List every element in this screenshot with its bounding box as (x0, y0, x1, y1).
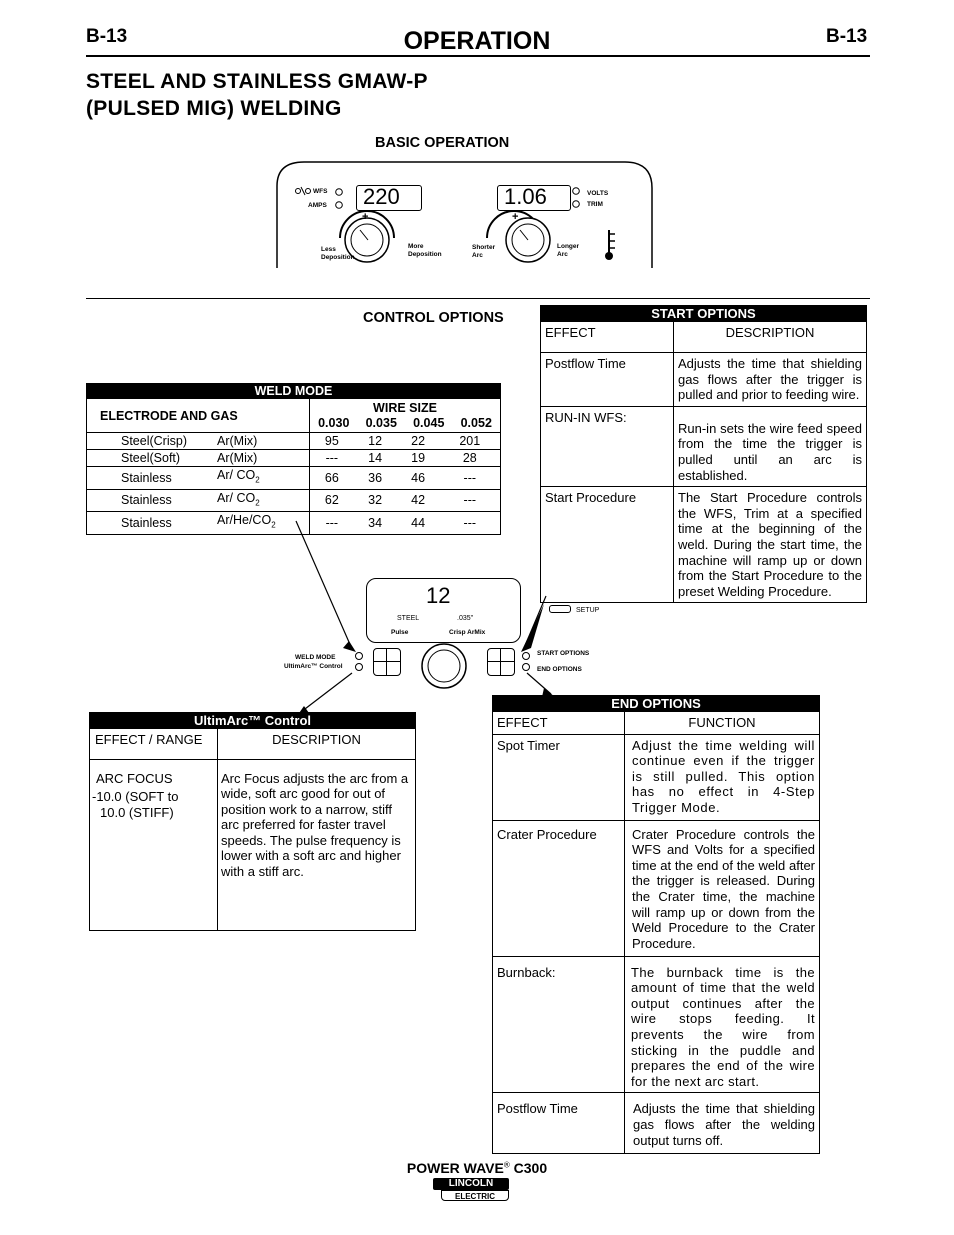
gas-cell: Ar/ $CO_2$ (215, 489, 310, 512)
wire-size-value: 42 (397, 489, 440, 512)
plus-sign-left: + (362, 211, 369, 223)
end-options-col-function: FUNCTION (625, 712, 820, 735)
gas-cell: Ar/ $CO_2$ (215, 467, 310, 490)
wire-size-value: 19 (397, 450, 440, 467)
control-options-heading: CONTROL OPTIONS (363, 310, 504, 326)
lincoln-electric-logo: LINCOLN ELECTRIC (433, 1178, 509, 1202)
more-deposition-label: More Deposition (408, 243, 442, 258)
process-label: STEEL (397, 615, 420, 622)
end-options-label: END OPTIONS (537, 666, 582, 673)
end-option-effect: Crater Procedure (493, 820, 625, 956)
wire-size-value: 66 (310, 467, 354, 490)
weld-mode-caption: WELD MODE (87, 384, 501, 399)
wire-size-value: 34 (354, 512, 397, 535)
wire-size-value: 46 (397, 467, 440, 490)
wire-size-value: 32 (354, 489, 397, 512)
start-options-label: START OPTIONS (537, 650, 590, 657)
wire-size-value: --- (440, 489, 501, 512)
end-option-desc: The burnback time is the amount of time that the weld output continues after the wire stops feeding. It prevents the wire from sticking in the puddle and prepares the end of the wire for the next arc start. (625, 956, 820, 1093)
end-option-effect: Spot Timer (493, 734, 625, 820)
electrode-cell: Stainless (87, 489, 216, 512)
end-option-desc: Crater Procedure controls the WFS and Volts for a specified time at the end of the weld after the trigger is released. During the Crater time, the machine will ramp up or down from the Weld Procedure to the Crater Procedure. (625, 820, 820, 956)
wire-size-value: 12 (354, 433, 397, 450)
longer-arc-label: Longer Arc (557, 243, 580, 258)
wire-size-header: WIRE SIZE 0.030 0.035 0.045 0.052 (310, 399, 501, 433)
ultimarc-desc: Arc Focus adjusts the arc from a wide, soft arc good for out of position work to a narrow, stiff arc preferred for faster travel speeds. The pulse frequency is lower with a soft arc and higher with a stiff arc. (218, 768, 416, 931)
basic-operation-heading: BASIC OPERATION (375, 135, 510, 151)
wire-size-value: 22 (397, 433, 440, 450)
less-deposition-label: Less Deposition (321, 246, 355, 261)
gas-cell: Ar(Mix) (215, 433, 310, 450)
wire-size-value: --- (440, 512, 501, 535)
end-options-caption: END OPTIONS (493, 696, 820, 712)
start-option-desc: The Start Procedure controls the WFS, Trim at a specified time at the beginning of the weld. During the start time, the machine will ramp up or down from the Start Procedure to the preset Welding Procedure. (674, 487, 867, 603)
start-options-col-description: DESCRIPTION (674, 322, 867, 353)
start-option-effect: RUN-IN WFS: (541, 406, 674, 486)
wire-size-value: 14 (354, 450, 397, 467)
electrode-cell: Steel(Crisp) (87, 433, 216, 450)
wfs-display: 220 (356, 185, 422, 211)
footer-product: POWER WAVE® C300 (406, 1160, 548, 1176)
pulse-label: Pulse (391, 629, 409, 636)
gas-label: Crisp ArMix (449, 629, 486, 636)
electrode-cell: Stainless (87, 512, 216, 535)
electrode-cell: Steel(Soft) (87, 450, 216, 467)
wire-size-value: --- (440, 467, 501, 490)
page-code-right: B-13 (826, 26, 868, 47)
gas-cell: $Ar/He/CO_2$ (215, 512, 310, 535)
start-options-col-effect: EFFECT (541, 322, 674, 353)
ultimarc-col-effect: EFFECT / RANGE (90, 729, 218, 760)
setup-label: SETUP (576, 607, 600, 614)
wire-size-value: 44 (397, 512, 440, 535)
page-code-left: B-13 (86, 26, 128, 47)
volts-display: 1.06 (497, 185, 571, 211)
wire-size-value: --- (310, 450, 354, 467)
wire-size-label: .035" (457, 615, 474, 622)
volts-label: VOLTS (587, 190, 609, 197)
wire-size-value: --- (310, 512, 354, 535)
plus-sign-right: + (512, 211, 519, 223)
ultimarc-caption: UltimArc™ Control (90, 713, 416, 729)
page-title: OPERATION (403, 27, 551, 55)
electrode-cell: Stainless (87, 467, 216, 490)
end-option-desc: Adjust the time welding will continue even if the trigger is still pulled. This option has no effect in 4-Step Trigger Mode. (625, 734, 820, 820)
start-option-desc: Run-in sets the wire feed speed from the time the trigger is pulled until an arc is established. (674, 406, 867, 486)
ultimarc-effect: ARC FOCUS -10.0 (SOFT to 10.0 (STIFF) (90, 768, 218, 931)
start-option-effect: Postflow Time (541, 353, 674, 407)
trim-label: TRIM (587, 201, 603, 208)
start-options-caption: START OPTIONS (541, 306, 867, 322)
end-option-desc: Adjusts the time that shielding gas flows after the welding output turns off. (625, 1093, 820, 1154)
end-options-col-effect: EFFECT (493, 712, 625, 735)
start-option-desc: Adjusts the time that shielding gas flows after the trigger is pulled and prior to feeding wire. (674, 353, 867, 407)
wire-size-value: 62 (310, 489, 354, 512)
end-options-table (492, 695, 820, 1154)
wire-size-value: 95 (310, 433, 354, 450)
wire-size-value: 28 (440, 450, 501, 467)
section-title: STEEL AND STAINLESS GMAW-P (PULSED MIG) WELDING (86, 70, 428, 120)
electrode-gas-header: ELECTRODE AND GAS (87, 399, 310, 433)
end-option-effect: Burnback: (493, 956, 625, 1093)
wire-size-value: 201 (440, 433, 501, 450)
start-option-effect: Start Procedure (541, 487, 674, 603)
wfs-label: WFS (313, 188, 328, 195)
ultimarc-col-description: DESCRIPTION (218, 729, 416, 760)
ultimarc-label: UltimArc™ Control (284, 663, 343, 670)
control-display-value: 12 (426, 583, 451, 608)
ultimarc-table (89, 712, 416, 931)
wire-size-value: 36 (354, 467, 397, 490)
gas-cell: Ar(Mix) (215, 450, 310, 467)
shorter-arc-label: Shorter Arc (472, 244, 496, 259)
end-option-effect: Postflow Time (493, 1093, 625, 1154)
weld-mode-label: WELD MODE (295, 654, 336, 661)
amps-label: AMPS (308, 202, 327, 209)
